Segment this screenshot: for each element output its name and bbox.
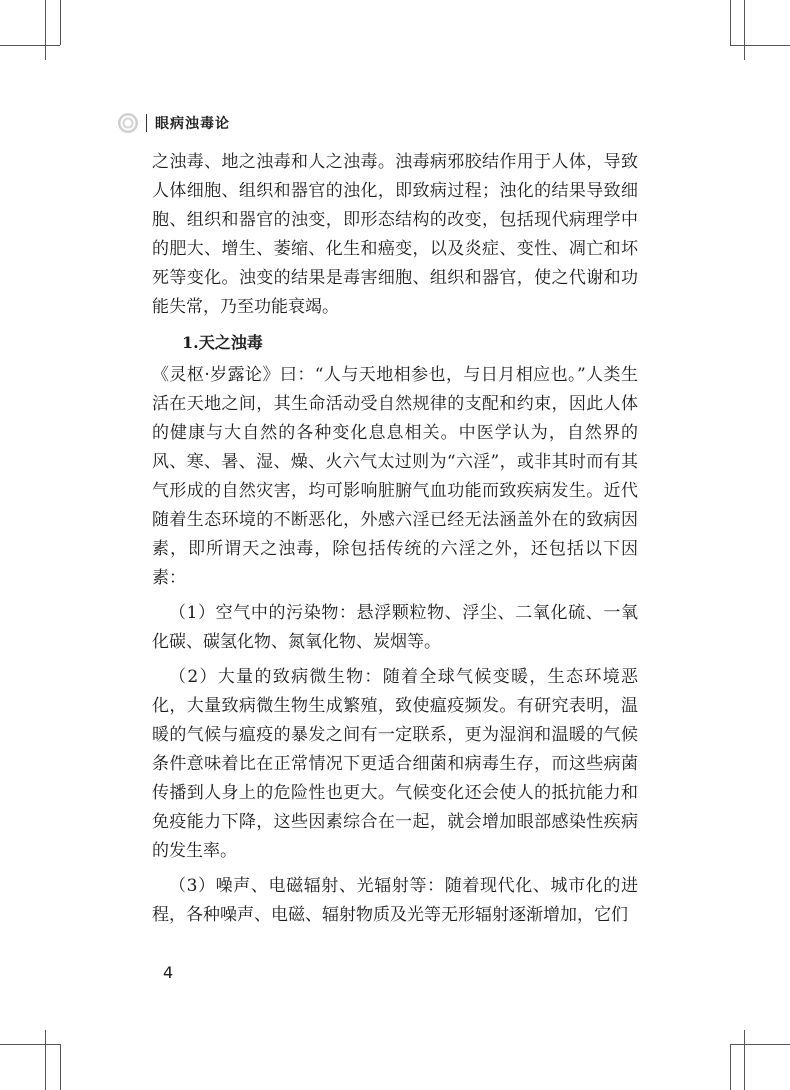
crop-mark-top-left-vertical <box>45 0 46 60</box>
crop-mark-bottom-right-inner <box>730 1044 731 1090</box>
crop-mark-bottom-right-horizontal <box>730 1044 790 1045</box>
ornament-circle-icon <box>118 113 138 133</box>
crop-mark-top-right-inner <box>730 0 731 45</box>
page-number: 4 <box>163 963 174 982</box>
header-divider <box>146 114 147 132</box>
list-item-3: （3）噪声、电磁辐射、光辐射等：随着现代化、城市化的进程，各种噪声、电磁、辐射物质及光等无形辐射逐渐增加，它们 <box>152 876 638 925</box>
paragraph-quote: 《灵枢·岁露论》曰：“人与天地相参也，与日月相应也。”人类生活在天地之间，其生命活动受自然规律的支配和约束，因此人体的健康与大自然的各种变化息息相关。中医学认为，自然界的风、寒、暑、湿、燥、火六气太过则为“六淫”，或非其时而有其气形成的自然灾害，均可影响脏腑气血功能而致疾病发生。近代随着生态环境的不断恶化，外感六淫已经无法涵盖外在的致病因素，即所谓天之浊毒，除包括传统的六淫之外，还包括以下因素： <box>152 365 638 588</box>
section-heading: 1.天之浊毒 <box>182 333 263 352</box>
paragraph-continuation: 之浊毒、地之浊毒和人之浊毒。浊毒病邪胶结作用于人体，导致人体细胞、组织和器官的浊化，即致病过程；浊化的结果导致细胞、组织和器官的浊变，即形态结构的改变，包括现代病理学中的肥大、增生、萎缩、化生和癌变，以及炎症、变性、凋亡和坏死等变化。浊变的结果是毒害细胞、组织和器官，使之代谢和功能失常，乃至功能衰竭。 <box>152 152 638 317</box>
crop-mark-bottom-left-inner <box>60 1044 61 1090</box>
crop-mark-top-left-horizontal <box>0 45 60 46</box>
list-item-2: （2）大量的致病微生物：随着全球气候变暖，生态环境恶化，大量致病微生物生成繁殖，致使瘟疫频发。有研究表明，温暖的气候与瘟疫的暴发之间有一定联系，更为湿润和温暖的气候条件意味着比在正常情况下更适合细菌和病毒生存，而这些病菌传播到人身上的危险性也更大。气候变化还会使人的抵抗能力和免疫能力下降，这些因素综合在一起，就会增加眼部感染性疾病的发生率。 <box>152 667 638 861</box>
crop-mark-bottom-left-horizontal <box>0 1044 60 1045</box>
list-item-1: （1）空气中的污染物：悬浮颗粒物、浮尘、二氧化硫、一氧化碳、碳氢化物、氮氧化物、炭烟等。 <box>152 603 638 652</box>
crop-mark-bottom-left-vertical <box>45 1030 46 1090</box>
running-header <box>118 111 230 135</box>
crop-mark-top-right-horizontal <box>730 45 790 46</box>
crop-mark-top-left-inner <box>60 0 61 45</box>
page-content <box>152 148 638 930</box>
book-title: 眼病浊毒论 <box>155 116 230 132</box>
crop-mark-top-right-vertical <box>744 0 745 60</box>
crop-mark-bottom-right-vertical <box>744 1030 745 1090</box>
